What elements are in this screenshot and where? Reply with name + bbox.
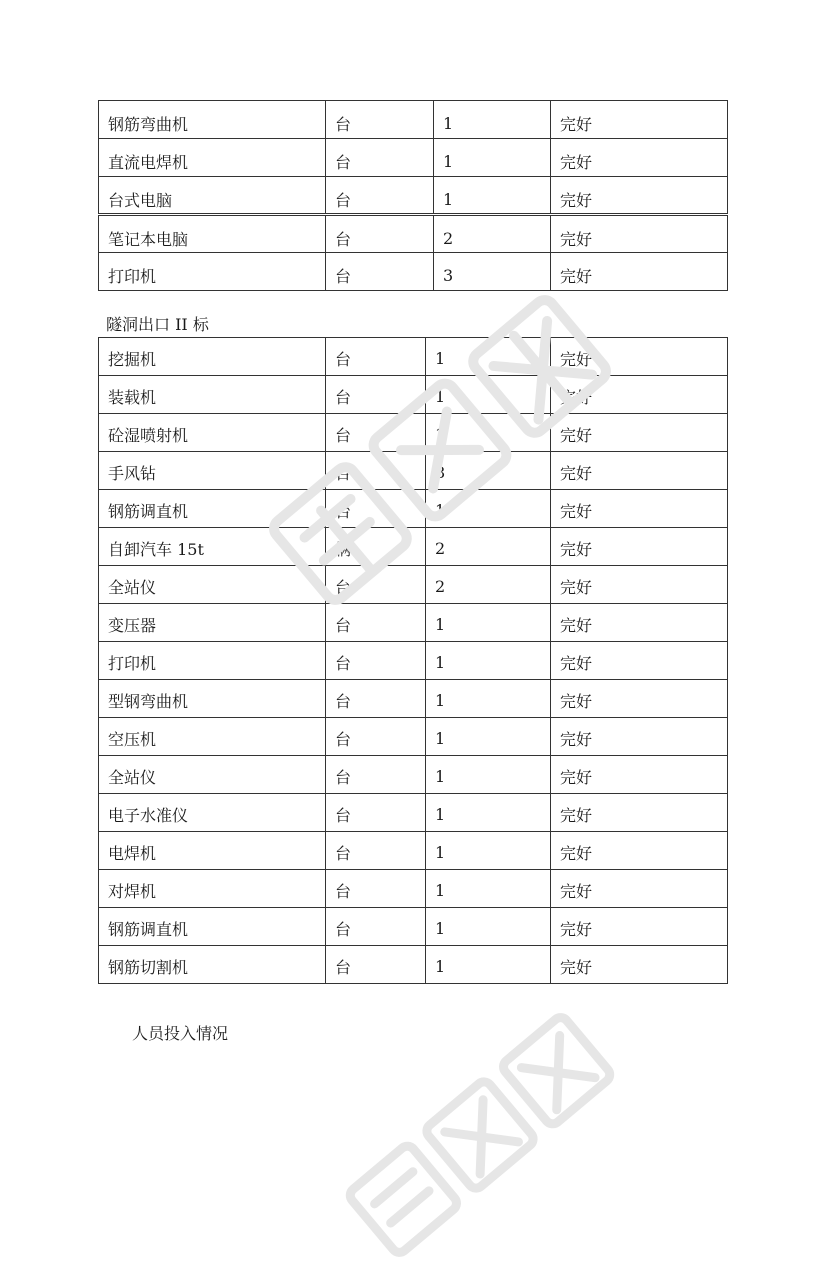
- quantity-cell: 8: [426, 452, 551, 490]
- equipment-name-cell: 挖掘机: [99, 338, 326, 376]
- quantity-cell: 1: [426, 718, 551, 756]
- table-row: [99, 414, 728, 452]
- status-cell: 完好: [551, 946, 728, 984]
- table-row: [99, 870, 728, 908]
- equipment-name-cell: 钢筋切割机: [99, 946, 326, 984]
- table-row: [99, 566, 728, 604]
- status-cell: 完好: [551, 604, 728, 642]
- table-row: [99, 756, 728, 794]
- table-row: [99, 718, 728, 756]
- table-row: [99, 604, 728, 642]
- status-cell: 完好: [551, 718, 728, 756]
- equipment-name-cell: 台式电脑: [99, 177, 326, 215]
- table-row: [99, 452, 728, 490]
- unit-cell: 台: [326, 490, 426, 528]
- table-row: [99, 253, 728, 291]
- status-cell: 完好: [551, 832, 728, 870]
- equipment-name-cell: 对焊机: [99, 870, 326, 908]
- quantity-cell: 1: [426, 490, 551, 528]
- status-cell: 完好: [551, 414, 728, 452]
- status-cell: 完好: [551, 528, 728, 566]
- quantity-cell: 2: [426, 566, 551, 604]
- table-row: [99, 376, 728, 414]
- unit-cell: 台: [326, 414, 426, 452]
- status-cell: 完好: [551, 101, 728, 139]
- equipment-name-cell: 笔记本电脑: [99, 215, 326, 253]
- status-cell: 完好: [551, 642, 728, 680]
- status-cell: 完好: [551, 794, 728, 832]
- quantity-cell: 1: [426, 414, 551, 452]
- status-cell: 完好: [551, 376, 728, 414]
- unit-cell: 台: [326, 642, 426, 680]
- equipment-name-cell: 全站仪: [99, 566, 326, 604]
- table-row: [99, 642, 728, 680]
- equipment-table-bottom: [98, 337, 728, 984]
- quantity-cell: 3: [434, 253, 551, 291]
- unit-cell: 台: [326, 338, 426, 376]
- equipment-name-cell: 钢筋调直机: [99, 908, 326, 946]
- unit-cell: 台: [326, 101, 434, 139]
- status-cell: 完好: [551, 215, 728, 253]
- quantity-cell: 2: [434, 215, 551, 253]
- equipment-name-cell: 变压器: [99, 604, 326, 642]
- unit-cell: 台: [326, 566, 426, 604]
- table-row: [99, 101, 728, 139]
- equipment-name-cell: 钢筋调直机: [99, 490, 326, 528]
- table-row: [99, 680, 728, 718]
- unit-cell: 台: [326, 870, 426, 908]
- unit-cell: 台: [326, 604, 426, 642]
- unit-cell: 台: [326, 376, 426, 414]
- unit-cell: 台: [326, 946, 426, 984]
- table-row: [99, 946, 728, 984]
- quantity-cell: 1: [426, 832, 551, 870]
- table-row: [99, 177, 728, 215]
- table-row: [99, 528, 728, 566]
- quantity-cell: 1: [426, 604, 551, 642]
- status-cell: 完好: [551, 566, 728, 604]
- watermark-icon: [330, 996, 631, 1273]
- unit-cell: 台: [326, 215, 434, 253]
- quantity-cell: 1: [426, 680, 551, 718]
- quantity-cell: 1: [426, 338, 551, 376]
- table-row: [99, 832, 728, 870]
- status-cell: 完好: [551, 338, 728, 376]
- quantity-cell: 1: [426, 376, 551, 414]
- unit-cell: 台: [326, 908, 426, 946]
- section-title: 隧洞出口 II 标: [106, 315, 209, 334]
- equipment-name-cell: 全站仪: [99, 756, 326, 794]
- equipment-table-top: [98, 100, 728, 291]
- equipment-name-cell: 电焊机: [99, 832, 326, 870]
- quantity-cell: 1: [426, 946, 551, 984]
- table-row: [99, 908, 728, 946]
- quantity-cell: 1: [434, 177, 551, 215]
- status-cell: 完好: [551, 253, 728, 291]
- table-row: [99, 338, 728, 376]
- quantity-cell: 1: [426, 756, 551, 794]
- equipment-name-cell: 电子水准仪: [99, 794, 326, 832]
- status-cell: 完好: [551, 490, 728, 528]
- quantity-cell: 2: [426, 528, 551, 566]
- quantity-cell: 1: [426, 870, 551, 908]
- equipment-name-cell: 手风钻: [99, 452, 326, 490]
- equipment-name-cell: 打印机: [99, 253, 326, 291]
- quantity-cell: 1: [434, 139, 551, 177]
- equipment-name-cell: 型钢弯曲机: [99, 680, 326, 718]
- status-cell: 完好: [551, 452, 728, 490]
- unit-cell: 台: [326, 794, 426, 832]
- status-cell: 完好: [551, 870, 728, 908]
- personnel-heading: 人员投入情况: [132, 1024, 229, 1043]
- quantity-cell: 1: [426, 908, 551, 946]
- table-row: [99, 794, 728, 832]
- equipment-name-cell: 自卸汽车 15t: [99, 528, 326, 566]
- unit-cell: 台: [326, 177, 434, 215]
- unit-cell: 台: [326, 756, 426, 794]
- status-cell: 完好: [551, 756, 728, 794]
- quantity-cell: 1: [426, 794, 551, 832]
- status-cell: 完好: [551, 139, 728, 177]
- unit-cell: 台: [326, 452, 426, 490]
- quantity-cell: 1: [426, 642, 551, 680]
- quantity-cell: 1: [434, 101, 551, 139]
- status-cell: 完好: [551, 177, 728, 215]
- equipment-name-cell: 钢筋弯曲机: [99, 101, 326, 139]
- unit-cell: 台: [326, 832, 426, 870]
- table-row: [99, 215, 728, 253]
- table-row: [99, 139, 728, 177]
- equipment-name-cell: 装载机: [99, 376, 326, 414]
- unit-cell: 台: [326, 718, 426, 756]
- unit-cell: 台: [326, 139, 434, 177]
- unit-cell: 辆: [326, 528, 426, 566]
- unit-cell: 台: [326, 253, 434, 291]
- status-cell: 完好: [551, 908, 728, 946]
- table-row: [99, 490, 728, 528]
- equipment-name-cell: 砼湿喷射机: [99, 414, 326, 452]
- unit-cell: 台: [326, 680, 426, 718]
- status-cell: 完好: [551, 680, 728, 718]
- equipment-name-cell: 打印机: [99, 642, 326, 680]
- equipment-name-cell: 直流电焊机: [99, 139, 326, 177]
- equipment-name-cell: 空压机: [99, 718, 326, 756]
